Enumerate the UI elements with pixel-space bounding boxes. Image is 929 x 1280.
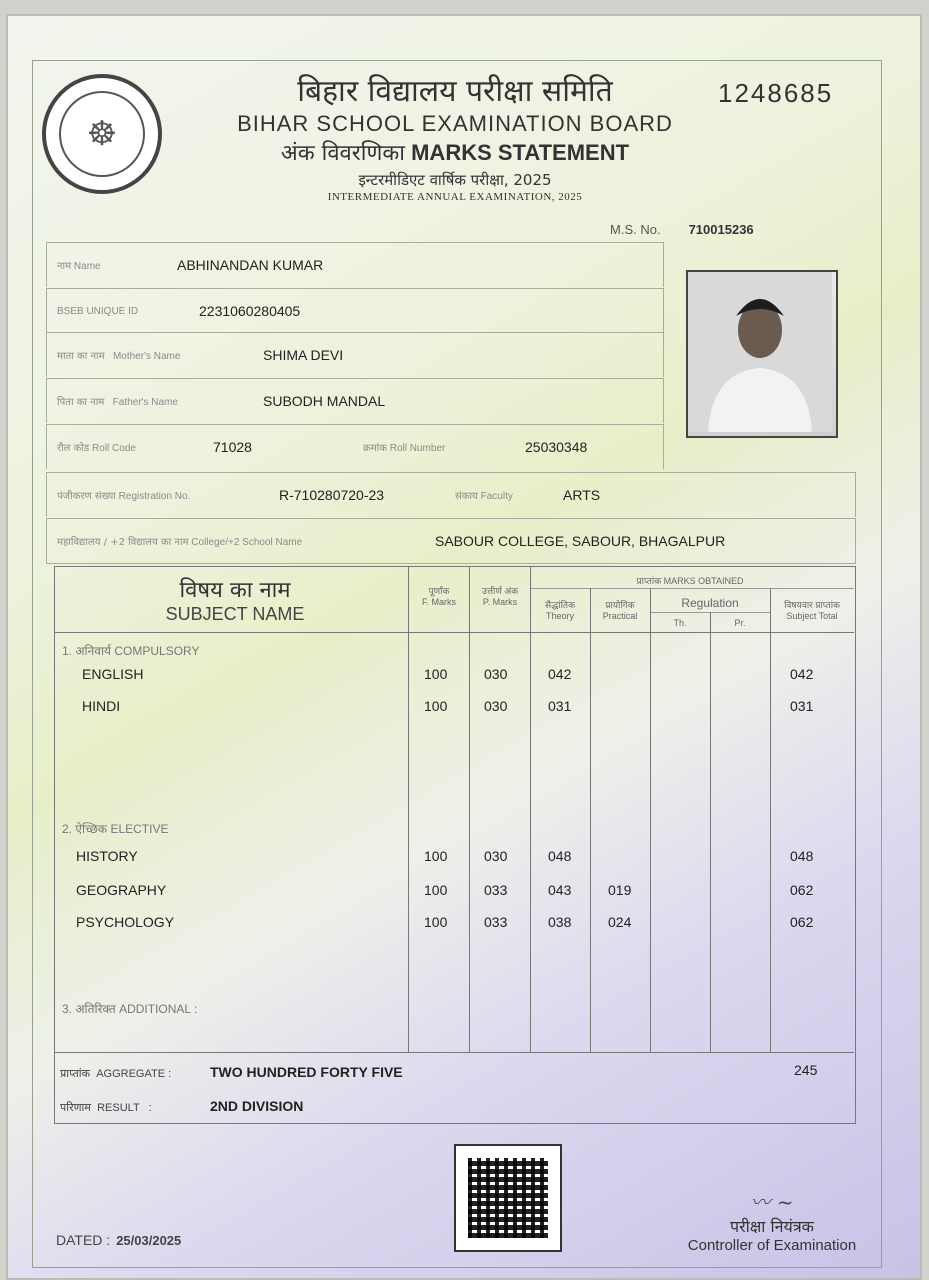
section-compulsory: 1. अनिवार्य COMPULSORY: [62, 644, 200, 658]
statement-title: अंक विवरणिका MARKS STATEMENT: [280, 140, 630, 166]
exam-name-english: INTERMEDIATE ANNUAL EXAMINATION, 2025: [327, 191, 583, 203]
marks-p: 030: [484, 698, 508, 714]
marks-total: 062: [790, 914, 814, 930]
marks-f: 100: [424, 666, 448, 682]
marks-th: 048: [548, 848, 572, 864]
marks-th: 042: [548, 666, 572, 682]
college-row: महाविद्यालय / +2 विद्यालय का नाम College/+2 School Name SABOUR COLLEGE, SABOUR, BHAGALPUR: [46, 518, 856, 564]
marks-f: 100: [424, 848, 448, 864]
aggregate-value: 245: [794, 1062, 818, 1078]
roll-code: 71028: [213, 439, 252, 455]
bseb-seal-icon: ☸: [42, 74, 162, 194]
mother-name: SHIMA DEVI: [263, 347, 344, 363]
faculty: ARTS: [563, 487, 601, 503]
name-row: नाम Name ABHINANDAN KUMAR: [46, 242, 664, 287]
controller-signature-block: [672, 1186, 872, 1254]
roll-row: रौल कोड Roll Code 71028 क्रमांक Roll Number 25030348: [46, 424, 664, 469]
board-header: [220, 74, 690, 203]
ms-no: M.S. No. 710015236: [610, 222, 754, 237]
subject-name: GEOGRAPHY: [76, 882, 167, 898]
marks-th: 043: [548, 882, 572, 898]
college-name: SABOUR COLLEGE, SABOUR, BHAGALPUR: [435, 533, 726, 549]
uid-row: BSEB UNIQUE ID 2231060280405: [46, 288, 664, 333]
reg-pr-header: Pr.: [734, 618, 746, 628]
practical-header: प्रायोगिक Practical: [602, 600, 638, 621]
marks-total: 031: [790, 698, 814, 714]
board-name-hindi: बिहार विद्यालय परीक्षा समिति: [297, 74, 613, 109]
marks-f: 100: [424, 914, 448, 930]
result-value: 2ND DIVISION: [210, 1098, 304, 1114]
marks-th: 038: [548, 914, 572, 930]
theory-header: सैद्धांतिक Theory: [545, 600, 575, 621]
subject-name: PSYCHOLOGY: [76, 914, 175, 930]
marks-pr: 019: [608, 882, 632, 898]
subject-name-header: विषय का नाम SUBJECT NAME: [165, 578, 305, 624]
marks-obtained-header: प्राप्तांक MARKS OBTAINED: [636, 576, 744, 586]
aggregate-words: TWO HUNDRED FORTY FIVE: [210, 1064, 403, 1080]
exam-name-hindi: इन्टरमीडिएट वार्षिक परीक्षा, 2025: [358, 171, 552, 189]
section-additional: 3. अतिरिक्त ADDITIONAL :: [62, 1002, 198, 1016]
pass-marks-header: उत्तीर्ण अंक P. Marks: [481, 586, 519, 607]
registration-row: पंजीकरण संख्या Registration No. R-710280720-23 संकाय Faculty ARTS: [46, 472, 856, 517]
subject-total-header: विषयवार प्राप्तांक Subject Total: [784, 600, 840, 621]
unique-id: 2231060280405: [199, 303, 301, 319]
marks-p: 033: [484, 882, 508, 898]
marks-f: 100: [424, 882, 448, 898]
marks-p: 033: [484, 914, 508, 930]
registration-number: R-710280720-23: [279, 487, 385, 503]
marks-pr: 024: [608, 914, 632, 930]
section-elective: 2. ऐच्छिक ELECTIVE: [62, 822, 169, 836]
mother-row: माता का नाम Mother's Name SHIMA DEVI: [46, 332, 664, 377]
board-name-english: BIHAR SCHOOL EXAMINATION BOARD: [237, 111, 673, 136]
qr-code-icon[interactable]: [454, 1144, 562, 1252]
regulation-header: Regulation: [681, 596, 739, 610]
marks-p: 030: [484, 666, 508, 682]
student-name: ABHINANDAN KUMAR: [177, 257, 324, 273]
subject-name: HINDI: [82, 698, 121, 714]
marks-f: 100: [424, 698, 448, 714]
aggregate-label: प्राप्तांक AGGREGATE :: [60, 1068, 172, 1080]
signature: 〰 ~: [750, 1190, 794, 1214]
controller-hindi: परीक्षा नियंत्रक: [730, 1217, 814, 1236]
subject-name: ENGLISH: [82, 666, 144, 682]
marks-th: 031: [548, 698, 572, 714]
father-row: पिता का नाम Father's Name SUBODH MANDAL: [46, 378, 664, 423]
marks-total: 048: [790, 848, 814, 864]
controller-english: Controller of Examination: [687, 1237, 857, 1254]
marks-p: 030: [484, 848, 508, 864]
reg-th-header: Th.: [673, 618, 687, 628]
subject-name: HISTORY: [76, 848, 138, 864]
serial-number: 1248685: [718, 78, 834, 108]
marks-total: 062: [790, 882, 814, 898]
student-photo: [686, 270, 838, 438]
dated: DATED : 25/03/2025: [56, 1232, 182, 1248]
full-marks-header: पूर्णांक F. Marks: [421, 586, 456, 607]
father-name: SUBODH MANDAL: [263, 393, 386, 409]
result-label: परिणाम RESULT :: [60, 1102, 152, 1114]
roll-number: 25030348: [525, 439, 588, 455]
marks-total: 042: [790, 666, 814, 682]
